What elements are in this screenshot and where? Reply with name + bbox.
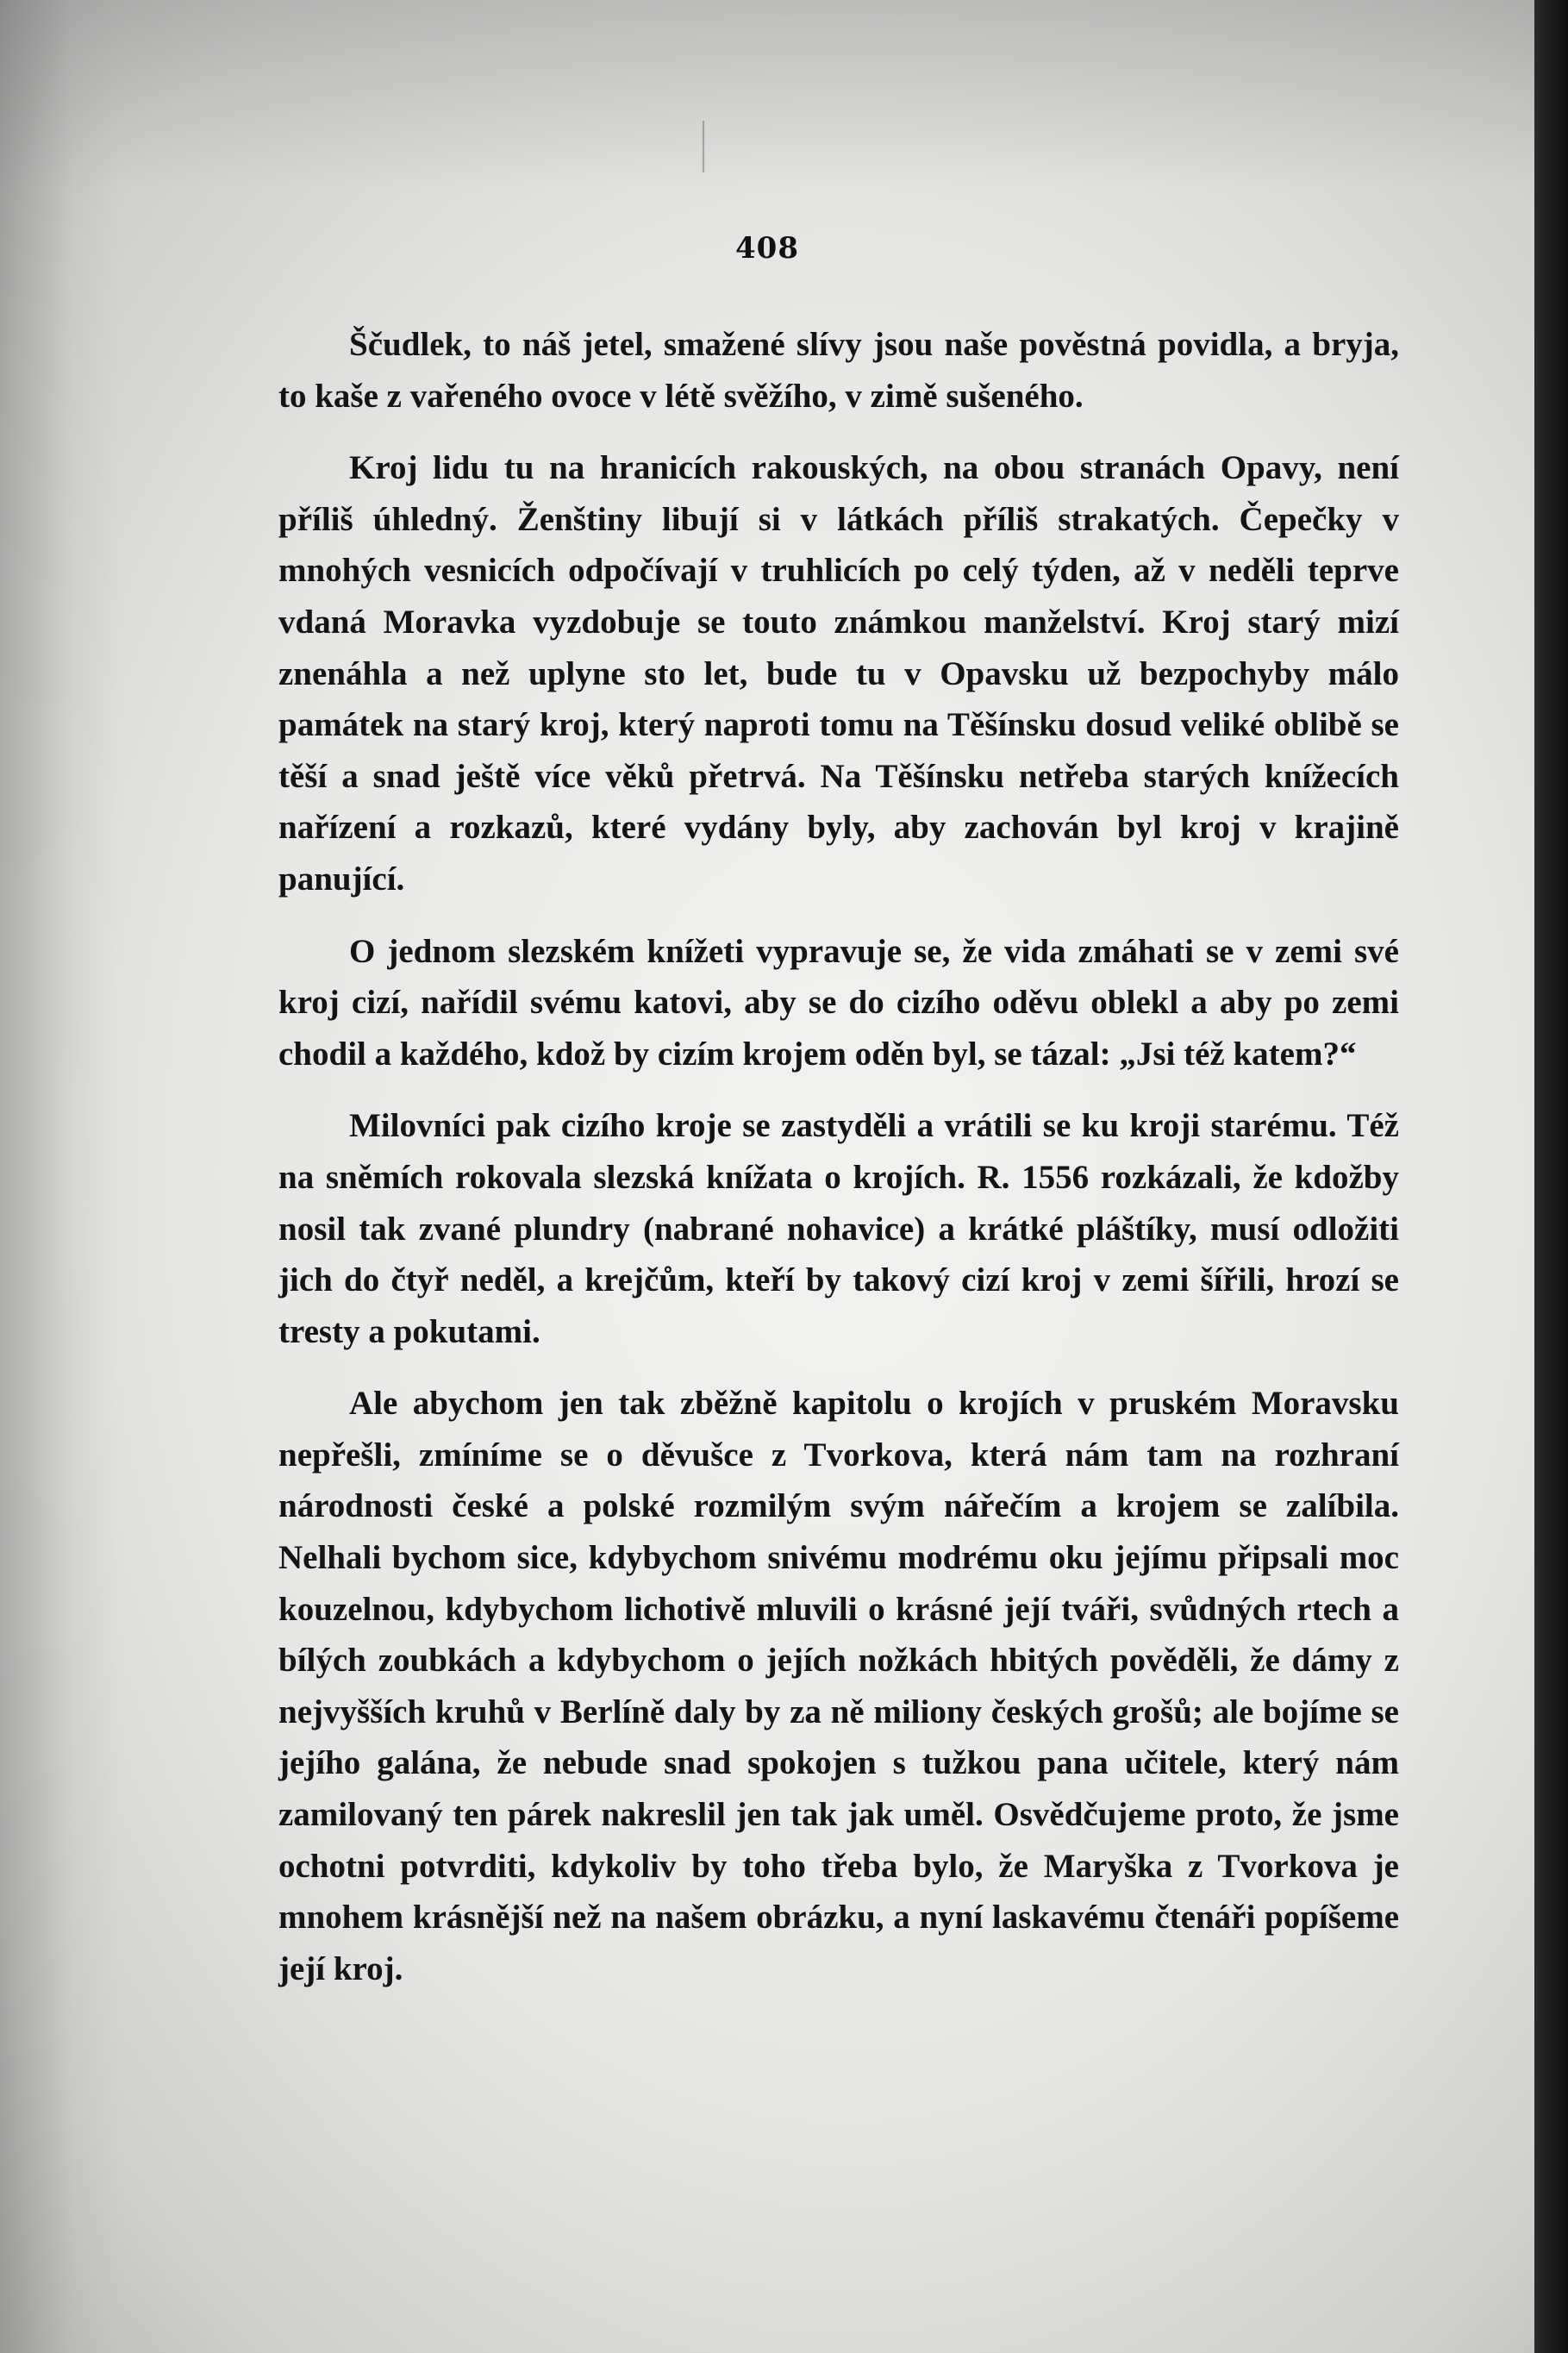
paragraph-4: Milovníci pak cizího kroje se zastyděli a vrátili se ku kroji starému. Též na sněmích rokovala slezská knížata o krojích. R. 1556 rozkázali, že kdožby nosil tak zvané plundry (nabrané nohavice) a krátké pláštíky, musí odložiti jich do čtyř neděl, a krejčům, kteří by takový cizí kroj v zemi šířili, hrozí se tresty a pokutami. [278, 1107, 1399, 1350]
body-text [278, 319, 1399, 1994]
page-number: 408 [735, 231, 799, 266]
paragraph-1: Ščudlek, to náš jetel, smažené slívy jsou naše pověstná povidla, a bryja, to kaše z vařeného ovoce v létě svěžího, v zimě sušeného. [278, 326, 1399, 415]
scan-shadow-top [0, 0, 1534, 190]
binding-edge [1534, 0, 1568, 2353]
scan-shadow-left [0, 0, 121, 2353]
scan-mark [703, 121, 704, 172]
paragraph-2: Kroj lidu tu na hranicích rakouských, na obou stranách Opavy, není příliš úhledný. Ženštiny libují si v látkách příliš strakatých. Čepečky v mnohých vesnicích odpočívají v truhlicích po celý týden, až v neděli teprve vdaná Moravka vyzdobuje se touto známkou manželství. Kroj starý mizí znenáhla a než uplyne sto let, bude tu v Opavsku už bezpochyby málo památek na starý kroj, který naproti tomu na Těšínsku dosud veliké oblibě se těší a snad ještě více věků přetrvá. Na Těšínsku netřeba starých knížecích nařízení a rozkazů, které vydány byly, aby zachován byl kroj v krajině panující. [278, 449, 1399, 898]
paragraph-3: O jednom slezském knížeti vypravuje se, že vida zmáhati se v zemi své kroj cizí, nařídil svému katovi, aby se do cizího oděvu oblekl a aby po zemi chodil a každého, kdož by cizím krojem oděn byl, se tázal: „Jsi též katem?“ [278, 932, 1399, 1073]
paragraph-5: Ale abychom jen tak zběžně kapitolu o krojích v pruském Moravsku nepřešli, zmíníme se o děvušce z Tvorkova, která nám tam na rozhraní národnosti české a polské rozmilým svým nářečím a krojem se zalíbila. Nelhali bychom sice, kdybychom snivému modrému oku jejímu připsali moc kouzelnou, kdybychom lichotivě mluvili o krásné její tváři, svůdných rtech a bílých zoubkách a kdybychom o jejích nožkách hbitých pověděli, že dámy z nejvyšších kruhů v Berlíně daly by za ně miliony českých grošů; ale bojíme se jejího galána, že nebude snad spokojen s tužkou pana učitele, který nám zamilovaný ten párek nakreslil jen tak jak uměl. Osvědčujeme proto, že jsme ochotni potvrditi, kdykoliv by toho třeba bylo, že Maryška z Tvorkova je mnohem krásnější než na našem obrázku, a nyní laskavému čtenáři popíšeme její kroj. [278, 1385, 1399, 1987]
